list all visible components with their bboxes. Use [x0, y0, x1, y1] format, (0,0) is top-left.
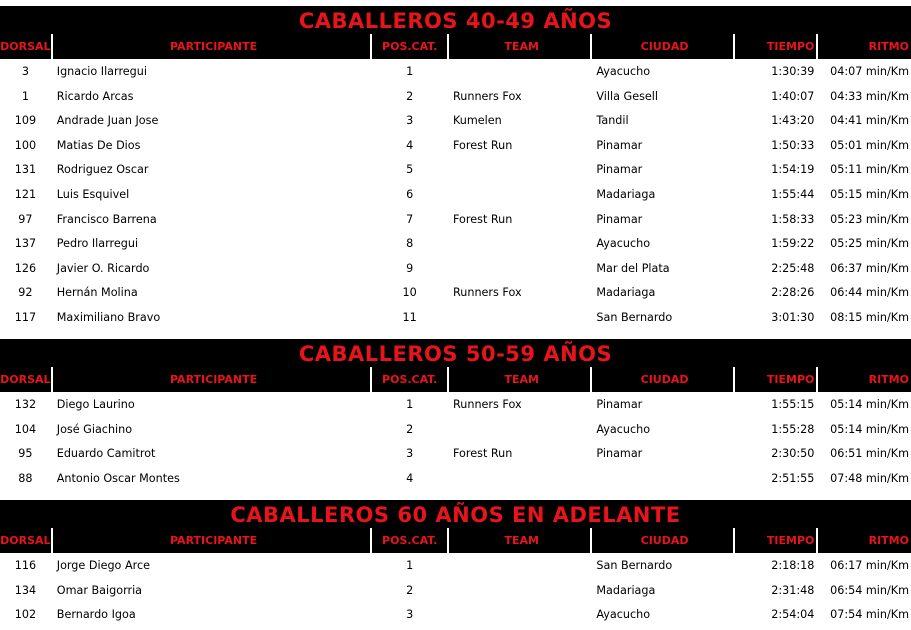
cell-dorsal: 104 [14, 422, 37, 436]
column-header-ritmo: RITMO [818, 34, 911, 59]
cell-participante: José Giachino [56, 422, 133, 436]
cell-participante: Diego Laurino [56, 398, 135, 411]
cell-tiempo: 2:30:50 [771, 447, 815, 461]
section-title: CABALLEROS 50-59 AÑOS [0, 339, 911, 367]
column-header-dorsal: DORSAL [0, 34, 51, 59]
table-row [0, 84, 911, 109]
cell-tiempo: 1:50:33 [771, 138, 815, 152]
cell-participante: Antonio Oscar Montes [56, 471, 180, 485]
cell-team: Forest Run [453, 447, 513, 461]
cell-tiempo: 1:58:33 [771, 212, 815, 226]
column-header-ciudad: CIUDAD [592, 34, 732, 59]
cell-ritmo: 05:15 min/Km [830, 187, 909, 201]
cell-dorsal: 102 [14, 608, 37, 622]
table-row [0, 441, 911, 466]
table-row [0, 553, 911, 578]
cell-ritmo: 06:51 min/Km [830, 447, 909, 461]
cell-participante: Jorge Diego Arce [56, 559, 151, 572]
cell-pos-cat: 1 [406, 398, 414, 411]
cell-pos-cat: 1 [406, 559, 414, 572]
cell-tiempo: 1:59:22 [771, 237, 815, 251]
cell-ciudad: Pinamar [596, 138, 643, 152]
cell-participante: Pedro Ilarregui [56, 237, 139, 251]
column-header-tiempo: TIEMPO [735, 367, 817, 392]
column-header-ritmo: RITMO [818, 367, 911, 392]
cell-pos-cat: 11 [402, 310, 417, 324]
cell-team [449, 578, 590, 603]
column-header-team: TEAM [449, 528, 590, 553]
section-title: CABALLEROS 40-49 AÑOS [0, 6, 911, 34]
cell-pos-cat: 10 [402, 286, 417, 300]
cell-dorsal: 97 [18, 212, 33, 226]
column-header-tiempo: TIEMPO [735, 528, 817, 553]
cell-pos-cat: 1 [406, 65, 414, 78]
cell-team [449, 182, 590, 207]
cell-pos-cat: 4 [406, 138, 414, 152]
cell-ritmo: 05:23 min/Km [830, 212, 909, 226]
column-header-ciudad: CIUDAD [592, 367, 732, 392]
cell-ciudad: Tandil [596, 114, 629, 128]
cell-dorsal: 121 [14, 187, 37, 201]
cell-tiempo: 1:43:20 [771, 114, 815, 128]
cell-ritmo: 06:54 min/Km [830, 583, 909, 597]
cell-ritmo: 07:54 min/Km [830, 608, 909, 622]
cell-ritmo: 05:14 min/Km [830, 422, 909, 436]
cell-pos-cat: 2 [406, 422, 414, 436]
cell-dorsal: 126 [14, 261, 37, 275]
column-header-dorsal: DORSAL [0, 528, 51, 553]
cell-pos-cat: 9 [406, 261, 414, 275]
table-header-row [0, 34, 911, 59]
table-row [0, 602, 911, 627]
table-row [0, 157, 911, 182]
results-section [0, 339, 911, 490]
column-header-pos-cat: POS.CAT. [372, 528, 447, 553]
cell-dorsal: 134 [14, 583, 37, 597]
cell-dorsal: 131 [14, 163, 37, 177]
cell-team [449, 417, 590, 442]
cell-ciudad: San Bernardo [596, 310, 673, 324]
cell-participante: Ignacio Ilarregui [56, 65, 147, 78]
column-header-tiempo: TIEMPO [735, 34, 817, 59]
cell-tiempo: 2:18:18 [771, 559, 815, 572]
cell-ciudad: Madariaga [596, 583, 656, 597]
cell-ritmo: 05:25 min/Km [830, 237, 909, 251]
column-header-participante: PARTICIPANTE [53, 34, 371, 59]
cell-participante: Rodriguez Oscar [56, 163, 149, 177]
cell-pos-cat: 3 [406, 608, 414, 622]
cell-tiempo: 2:31:48 [771, 583, 815, 597]
cell-dorsal: 100 [14, 138, 37, 152]
table-row [0, 133, 911, 158]
cell-tiempo: 1:40:07 [771, 89, 815, 103]
cell-participante: Javier O. Ricardo [56, 261, 150, 275]
table-header-row [0, 367, 911, 392]
cell-tiempo: 3:01:30 [771, 310, 815, 324]
table-row [0, 466, 911, 491]
cell-ciudad: Villa Gesell [596, 89, 658, 103]
cell-team: Kumelen [453, 114, 502, 128]
column-header-pos-cat: POS.CAT. [372, 34, 447, 59]
column-header-ciudad: CIUDAD [592, 528, 732, 553]
cell-ciudad: Madariaga [596, 286, 656, 300]
cell-tiempo: 2:51:55 [771, 471, 815, 485]
cell-pos-cat: 3 [406, 114, 414, 128]
cell-ritmo: 05:11 min/Km [830, 163, 909, 177]
cell-ritmo: 06:17 min/Km [830, 559, 909, 572]
cell-team [449, 305, 590, 330]
cell-tiempo: 1:54:19 [771, 163, 815, 177]
cell-ritmo: 06:37 min/Km [830, 261, 909, 275]
cell-tiempo: 2:28:26 [771, 286, 815, 300]
column-header-team: TEAM [449, 34, 590, 59]
cell-tiempo: 2:25:48 [771, 261, 815, 275]
cell-dorsal: 132 [14, 398, 37, 411]
table-row [0, 59, 911, 84]
cell-participante: Bernardo Igoa [56, 608, 136, 622]
table-row [0, 280, 911, 305]
cell-ciudad: Pinamar [596, 398, 643, 411]
cell-participante: Omar Baigorria [56, 583, 143, 597]
cell-tiempo: 1:55:44 [771, 187, 815, 201]
cell-team [449, 256, 590, 281]
cell-ritmo: 04:07 min/Km [830, 65, 909, 78]
cell-pos-cat: 6 [406, 187, 414, 201]
cell-ciudad: Madariaga [596, 187, 656, 201]
table-row [0, 256, 911, 281]
cell-team: Runners Fox [453, 398, 522, 411]
cell-tiempo: 2:54:04 [771, 608, 815, 622]
cell-pos-cat: 2 [406, 583, 414, 597]
cell-team [449, 466, 590, 491]
cell-ciudad: Mar del Plata [596, 261, 670, 275]
cell-dorsal: 3 [21, 65, 29, 78]
cell-team [449, 231, 590, 256]
cell-ciudad: Ayacucho [596, 65, 651, 78]
cell-participante: Hernán Molina [56, 286, 138, 300]
cell-tiempo: 1:55:15 [771, 398, 815, 411]
table-row [0, 207, 911, 232]
cell-team: Forest Run [453, 212, 513, 226]
cell-tiempo: 1:55:28 [771, 422, 815, 436]
cell-dorsal: 1 [21, 89, 29, 103]
cell-dorsal: 92 [18, 286, 33, 300]
table-row [0, 417, 911, 442]
cell-ciudad: Pinamar [596, 163, 643, 177]
cell-ritmo: 08:15 min/Km [830, 310, 909, 324]
cell-ritmo: 07:48 min/Km [830, 471, 909, 485]
cell-participante: Andrade Juan Jose [56, 114, 159, 128]
column-header-participante: PARTICIPANTE [53, 367, 371, 392]
cell-participante: Luis Esquivel [56, 187, 130, 201]
cell-team [449, 553, 590, 578]
cell-dorsal: 116 [14, 559, 37, 572]
cell-ciudad: Pinamar [596, 212, 643, 226]
column-header-team: TEAM [449, 367, 590, 392]
cell-participante: Francisco Barrena [56, 212, 157, 226]
table-row [0, 182, 911, 207]
cell-dorsal: 117 [14, 310, 37, 324]
cell-participante: Maximiliano Bravo [56, 310, 161, 324]
cell-participante: Eduardo Camitrot [56, 447, 156, 461]
cell-team [449, 59, 590, 84]
cell-dorsal: 88 [18, 471, 33, 485]
cell-dorsal: 137 [14, 237, 37, 251]
cell-dorsal: 109 [14, 114, 37, 128]
cell-ciudad [592, 466, 732, 491]
cell-team: Runners Fox [453, 89, 522, 103]
cell-pos-cat: 5 [406, 163, 414, 177]
cell-ciudad: San Bernardo [596, 559, 673, 572]
cell-pos-cat: 3 [406, 447, 414, 461]
column-header-pos-cat: POS.CAT. [372, 367, 447, 392]
cell-pos-cat: 8 [406, 237, 414, 251]
cell-participante: Matias De Dios [56, 138, 141, 152]
cell-ritmo: 04:33 min/Km [830, 89, 909, 103]
cell-pos-cat: 2 [406, 89, 414, 103]
cell-team: Runners Fox [453, 286, 522, 300]
cell-pos-cat: 4 [406, 471, 414, 485]
cell-team: Forest Run [453, 138, 513, 152]
table-row [0, 108, 911, 133]
cell-team [449, 602, 590, 627]
cell-ritmo: 06:44 min/Km [830, 286, 909, 300]
cell-tiempo: 1:30:39 [771, 65, 815, 78]
section-title: CABALLEROS 60 AÑOS EN ADELANTE [0, 500, 911, 528]
results-section [0, 6, 911, 330]
cell-ciudad: Ayacucho [596, 422, 651, 436]
table-row [0, 305, 911, 330]
cell-ciudad: Pinamar [596, 447, 643, 461]
cell-pos-cat: 7 [406, 212, 414, 226]
table-row [0, 231, 911, 256]
table-row [0, 578, 911, 603]
column-header-ritmo: RITMO [818, 528, 911, 553]
results-section [0, 500, 911, 627]
cell-ritmo: 04:41 min/Km [830, 114, 909, 128]
cell-ciudad: Ayacucho [596, 608, 651, 622]
cell-participante: Ricardo Arcas [56, 89, 134, 103]
cell-team [449, 157, 590, 182]
table-header-row [0, 528, 911, 553]
cell-ritmo: 05:14 min/Km [830, 398, 909, 411]
cell-dorsal: 95 [18, 447, 33, 461]
table-row [0, 392, 911, 417]
cell-ritmo: 05:01 min/Km [830, 138, 909, 152]
cell-ciudad: Ayacucho [596, 237, 651, 251]
column-header-dorsal: DORSAL [0, 367, 51, 392]
column-header-participante: PARTICIPANTE [53, 528, 371, 553]
